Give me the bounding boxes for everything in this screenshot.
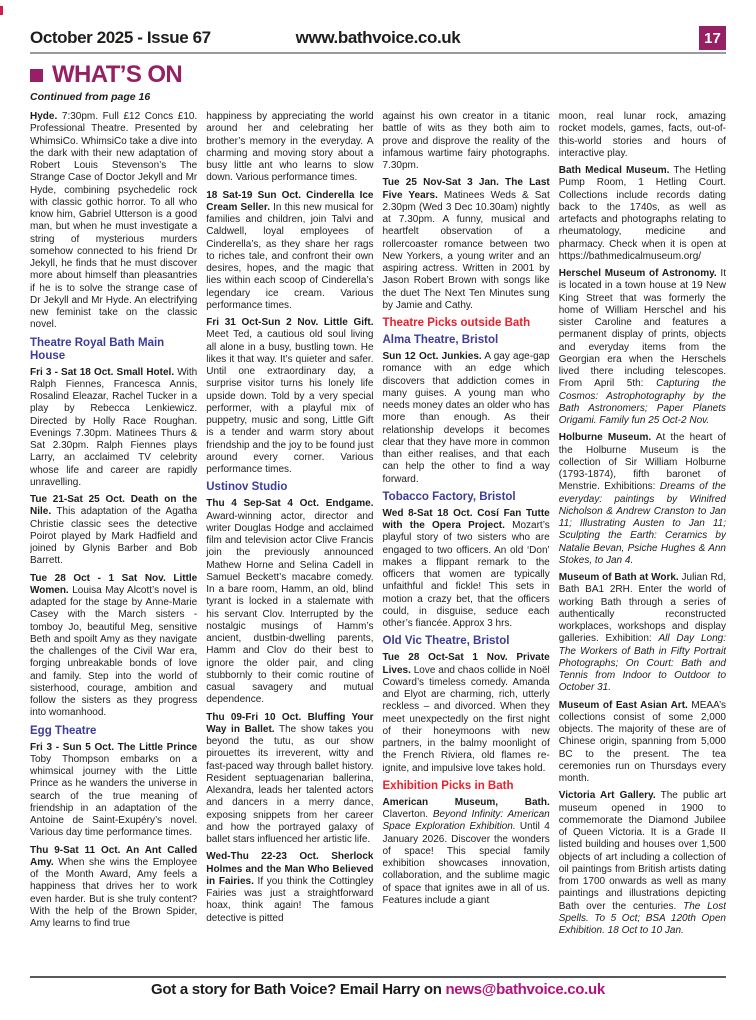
entry-normal-text: moon, real lunar rock, amazing rocket models, games, facts, out-of-this-world stories and hours of interactive play.: [558, 111, 726, 159]
entry-bold-text: Hyde.: [30, 111, 58, 122]
listings-column-4: [559, 111, 726, 967]
entry-normal-text: Toby Thompson embarks on a whimsical journey with the Little Prince as he wanders the universe in search of the true meaning of friendship in an adaptation of the Antoine de Saint-Exupéry’s novel. Various day time performance times.: [30, 753, 198, 839]
event-entry: [206, 851, 373, 925]
footer-email: news@bathvoice.co.uk: [445, 981, 605, 998]
venue-heading: Ustinov Studio: [206, 481, 288, 494]
event-entry: [30, 111, 197, 332]
event-entry: [206, 111, 373, 185]
entry-normal-text: happiness by appreciating the world around her and celebrating her brother’s memory in the everyday. A charming and moving story about a busy little ant who learns to slow down. Various performance times.: [206, 111, 374, 184]
entry-italic-text: All Day Long: The Workers of Bath in Fifty Portrait Photographs; On Court: Bath and Tennis from Indoor to Outdoor to October 31.: [558, 633, 726, 694]
entry-bold-text: Thu 09-Fri 10 Oct. Bluffing Your Way in Ballet.: [206, 711, 374, 735]
venue-heading: Tobacco Factory, Bristol: [382, 490, 516, 503]
entry-bold-text: Thu 4 Sep-Sat 4 Oct. Endgame.: [206, 498, 374, 510]
entry-bold-text: Sun 12 Oct. Junkies.: [382, 351, 482, 362]
event-entry: [559, 700, 726, 786]
section-marker-square: [30, 69, 43, 82]
entry-bold-text: Victoria Art Gallery.: [558, 790, 656, 802]
entry-normal-text: With Ralph Fiennes, Francesca Annis, Rosalind Eleazar, Rachel Tucker in a play by Rebecca Lenkiewicz. Directed by Holly Race Roughan. Evenings 7.30pm. Matinees Thurs & Sat 2.30pm. Ralph Fiennes plays Larry, an acclaimed TV celebrity whose life and career are rapidly unravelling.: [30, 366, 198, 488]
entry-normal-text: When she wins the Employee of the Month Award, Amy feels a happiness that drives her to work even harder. But is she truly content? With the help of the Brown Spider, Amy learns to find true: [30, 856, 198, 929]
entry-normal-text: This adaptation of the Agatha Christie classic sees the detective Poirot played by Mark Hadfield and joined by Glynis Barber and Bob Barrett.: [30, 506, 198, 567]
event-entry: [30, 367, 197, 490]
issue-label: October 2025 - Issue 67: [30, 28, 211, 47]
entry-normal-text: Louisa May Alcott’s novel is adapted for the stage by Anne-Marie Casey with the March sisters - tomboy Jo, beautiful Meg, sensitive Beth and spoilt Amy as they navigate the challenges of the Civil War era, forging unbreakable bonds of love and family. Step into the world of sisterhood, courage, ambition and follow the sisters as they progress into womanhood.: [30, 584, 198, 719]
entry-normal-text: The show takes you beyond the tutu, as our show pirouettes its irreverent, witty and fast-paced way through ballet history. Resident septuagenarian ballerina, Alexandra, leads her talented actors and dancers in a merry dance, exposing snippets from her career and how the portrayed galaxy of ballet stars influenced her artistic life.: [206, 723, 374, 845]
entry-bold-text: Wed-Thu 22-23 Oct. Sherlock Holmes and the Man Who Believed in Fairies.: [206, 851, 374, 887]
listings-columns: [30, 111, 726, 967]
entry-normal-text: Award-winning actor, director and writer Douglas Hodge and acclaimed film and television actor Clive Francis join the previously announced Mathew Horne and Selina Cadell in Samuel Beckett’s macabre comedy. In a bare room, Hamm, an old, blind tyrant is locked in a stalemate with his servant Clov. Interrupted by the nostalgic musings of Hamm’s ancient, dustbin-dwelling parents, Hamm and Clov do their best to ignore the older pair, and cling stubbornly to their comic routine of casual savagery and mutual dependence.: [206, 510, 374, 706]
entry-bold-text: Tue 21-Sat 25 Oct. Death on the Nile.: [30, 494, 198, 518]
entry-normal-text: At the heart of the Holburne Museum is the collection of Sir William Holburne (1793-1874), fifth baronet of Menstrie. Exhibitions:: [558, 432, 726, 493]
entry-bold-text: Fri 3 - Sat 18 Oct. Small Hotel.: [30, 366, 175, 378]
entry-bold-text: 18 Sat-19 Sun Oct. Cinderella Ice Cream Seller.: [206, 189, 374, 213]
event-entry: [383, 652, 550, 775]
event-entry: [30, 845, 197, 931]
event-entry: [559, 790, 726, 937]
listings-column-3: [383, 111, 550, 967]
event-entry: [206, 317, 373, 476]
entry-bold-text: Tue 25 Nov-Sat 3 Jan. The Last Five Years.: [382, 177, 550, 201]
continued-note: Continued from page 16: [30, 91, 151, 103]
picks-heading: Exhibition Picks in Bath: [382, 779, 514, 792]
event-entry: [383, 797, 550, 907]
venue-heading: Egg Theatre: [30, 724, 97, 737]
page-footer: [30, 976, 726, 998]
entry-normal-text: Mozart’s playful story of two sisters who are engaged to two officers. An old ‘Don’ makes a flippant remark to the officers that women are typically unfaithful and fickle! This sets in motion a crazy bet, that the officers could, in disguise, seduce each other’s fiancée. Approx 3 hrs.: [382, 520, 550, 629]
entry-bold-text: Museum of Bath at Work.: [558, 572, 679, 583]
event-entry: [30, 573, 197, 720]
entry-normal-text: MEAA’s collections consist of some 2,000 objects. The majority of these are of Chinese origin, spanning from 5,000 BC to the present. The tea ceremonies run on Thursdays every month.: [558, 699, 726, 784]
entry-normal-text: against his own creator in a titanic battle of wits as they both aim to prove and disprove the reality of the infamous wartime fairy photographs. 7.30pm.: [382, 111, 550, 171]
page-header: [30, 0, 726, 54]
picks-heading: Theatre Picks outside Bath: [382, 317, 531, 329]
entry-italic-text: Dreams of the everyday: paintings by Winifred Nicholson & Andrew Cranston to Jan 11; Illustrating Austen to Jan 11; Sculpting the Earth: Ceramics by Natalie Bevan, Psiche Hughes & Ann Stokes, to Jan 4.: [558, 481, 726, 566]
entry-italic-text: Beyond Infinity: American Space Exploration Exhibition.: [382, 809, 550, 833]
section-title: WHAT’S ON: [52, 61, 183, 88]
entry-normal-text: If you think the Cottingley Fairies was just a straightforward hoax, think again! The famous detective is pitted: [206, 875, 374, 924]
page-number-badge: 17: [699, 26, 726, 50]
entry-normal-text: Meet Ted, a cautious old soul living all alone in a busy, bustling town. He likes it that way. It’s quieter and safer. Until one extraordinary day, a surprise visitor turns his lonely life upside down. Told by a very special performer, with a playful mix of puppetry, music and song, Little Gift is a tender and warm story about friendship and the joy to be found just around every corner. Various performance times.: [206, 329, 374, 475]
event-entry: [559, 572, 726, 695]
entry-bold-text: Fri 3 - Sun 5 Oct. The Little Prince: [30, 741, 198, 753]
entry-normal-text: Julian Rd, Bath BA1 2RH. Enter the world of working Bath through a series of authentically reconstructed workplaces, workshops and display galleries. Exhibition:: [558, 572, 726, 645]
section-title-row: [30, 63, 726, 87]
entry-bold-text: Fri 31 Oct-Sun 2 Nov. Little Gift.: [206, 317, 374, 328]
entry-bold-text: Tue 28 Oct-Sat 1 Nov. Private Lives.: [382, 652, 550, 676]
event-entry: [383, 351, 550, 486]
entry-bold-text: Thu 9-Sat 11 Oct. An Ant Called Amy.: [30, 844, 198, 868]
entry-normal-text: Claverton.: [382, 809, 433, 820]
event-entry: [383, 111, 550, 172]
venue-heading: Theatre Royal Bath Main House: [30, 336, 165, 362]
listings-column-2: [206, 111, 373, 967]
print-crop-mark: [0, 6, 3, 15]
entry-normal-text: It is located in a town house at 19 New King Street that was formerly the home of William Herschel and his sister Caroline and features a permanent display of prints, objects and everyday items from the Georgian era when the Herschels lived there including telescopes. From April 5th:: [558, 268, 726, 390]
event-entry: [30, 742, 197, 840]
event-entry: [559, 111, 726, 160]
entry-bold-text: American Museum, Bath.: [382, 796, 550, 808]
event-entry: [559, 268, 726, 427]
entry-bold-text: Museum of East Asian Art.: [558, 699, 688, 711]
entry-normal-text: Matinees Weds & Sat 2.30pm (Wed 3 Dec 10.30am) nightly at 7.30pm. A funny, musical and heartfelt observation of a rollercoaster romance between two New Yorkers, a young writer and an aspiring actress. Written in 2001 by Jason Robert Brown with songs like the duet The Next Ten Minutes sung by Jamie and Cathy.: [382, 189, 550, 311]
entry-normal-text: In this new musical for families and children, join Talvi and Caldwell, loyal employees of Cinderella’s, as they share her rags to riches tale, and confront their own desires, hopes, and the magic that lies within each scoop of Cinderella’s legendary ice cream. Various performance times.: [206, 201, 374, 311]
venue-heading: Alma Theatre, Bristol: [382, 334, 499, 346]
entry-normal-text: The Hetling Pump Room, 1 Hetling Court. Collections include records dating back to the 1740s, as well as artefacts and photographs relating to rheumatology, medicine and pharmacy. Check when it is open at https://bathmedicalmuseum.org/: [558, 165, 726, 262]
event-entry: [30, 494, 197, 568]
entry-bold-text: Herschel Museum of Astronomy.: [558, 268, 717, 279]
entry-normal-text: The public art museum opened in 1900 to commemorate the Diamond Jubilee of Queen Victoria. It is a Grade II listed building and houses over 1,500 objects of art including a collection of oil paintings from British artists dating from 1700 onwards as well as many paintings and illustrations depicting Bath over the centuries.: [558, 790, 726, 912]
entry-normal-text: Love and chaos collide in Noël Coward’s timeless comedy. Amanda and Elyot are charming, rich, utterly reckless – and divorced. When they meet unexpectedly on the first night of their honeymoons with new partners, in the balmy moonlight of the French Riviera, old flames re-ignite, and impulsive love takes hold.: [382, 664, 550, 774]
website-url: www.bathvoice.co.uk: [295, 28, 461, 47]
entry-normal-text: 7:30pm. Full £12 Concs £10. Professional Theatre. Presented by WhimsiCo. WhimsiCo take a dive into the dark with their new adaptation of Robert Louis Stevenson’s The Strange Case of Doctor Jekyll and Mr Hyde, combining psychedelic rock with classic gothic horror. To all who know him, Gabriel Utterson is a good man, but when he must investigate a string of mysterious murders somehow connected to his friend Dr Jekyll, he finds that he must discover more about himself than pleasantries if he is to solve the strange case of Dr Jekyll and Mr Hyde. An electrifying new feminist take on the classic novel.: [30, 111, 198, 331]
footer-text: Got a story for Bath Voice? Email Harry on: [151, 981, 442, 998]
entry-normal-text: Until 4 January 2026. Discover the wonders of space! This special family exhibition showcases innovation, collaboration, and the sublime magic of space that ignites awe in all of us. Features include a giant: [382, 821, 550, 906]
event-entry: [383, 508, 550, 631]
entry-bold-text: Holburne Museum.: [558, 432, 652, 444]
event-entry: [206, 190, 373, 313]
event-entry: [206, 498, 373, 706]
entry-bold-text: Bath Medical Museum.: [558, 165, 670, 176]
event-entry: [383, 177, 550, 312]
event-entry: [559, 432, 726, 567]
venue-heading: Old Vic Theatre, Bristol: [382, 635, 510, 648]
event-entry: [206, 712, 373, 847]
listings-column-1: [30, 111, 197, 967]
entry-italic-text: Capturing the Cosmos: Astrophotography by the Bath Astronomers; Paper Planets Origami. Family fun 25 Oct-2 Nov.: [558, 378, 726, 426]
event-entry: [559, 165, 726, 263]
entry-normal-text: A gay age-gap romance with an edge which discovers that addiction comes in many guises. A young man who needs money dates an older who has more than enough. As their relationship develops it becomes clear that they have more in common than either realises, and that each can help the other to find a way forward.: [382, 351, 550, 485]
entry-bold-text: Wed 8-Sat 18 Oct. Cosí Fan Tutte with the Opera Project.: [382, 507, 550, 531]
entry-bold-text: Tue 28 Oct - 1 Sat Nov. Little Women.: [30, 572, 198, 596]
entry-italic-text: The Lost Spells. To 5 Oct; BSA 120th Open Exhibition. 18 Oct to 10 Jan.: [558, 900, 726, 936]
